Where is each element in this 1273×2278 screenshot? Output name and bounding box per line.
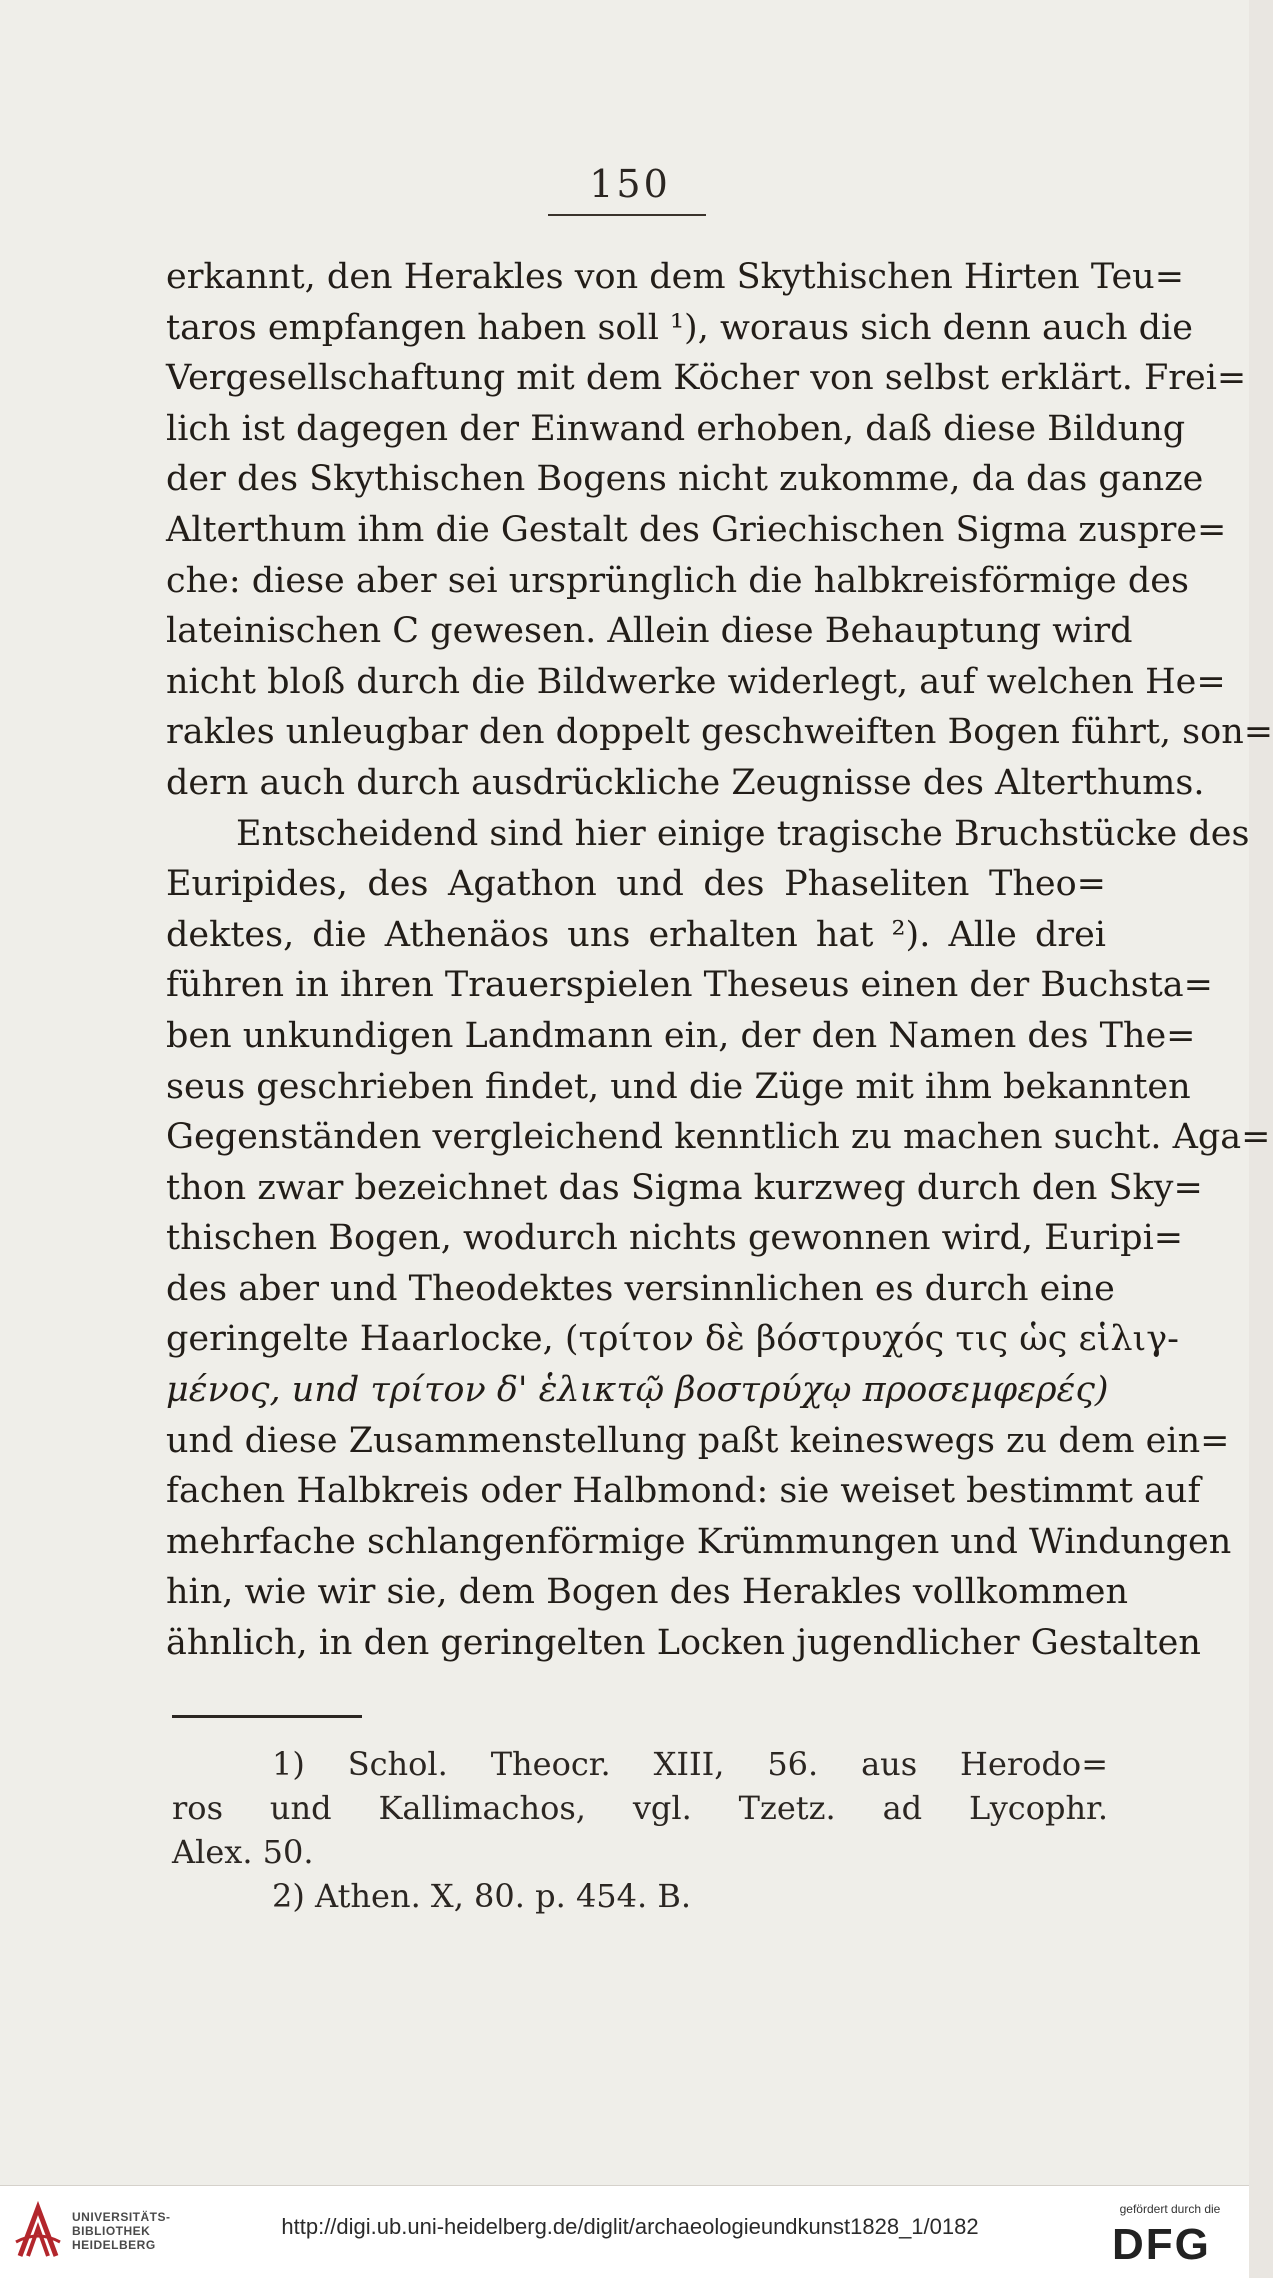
text-line: thon zwar bezeichnet das Sigma kurzweg durch den Sky= [166, 1167, 1203, 1208]
header-rule [548, 214, 706, 216]
text-line: der des Skythischen Bogens nicht zukomme, da das ganze [166, 459, 1204, 500]
body-text [166, 252, 1273, 1669]
institution-line: HEIDELBERG [72, 2238, 156, 2252]
footnote-line: ros und Kallimachos, vgl. Tzetz. ad Lycophr. [172, 1789, 1108, 1827]
text-line: dern auch durch ausdrückliche Zeugnisse des Alterthums. [166, 762, 1205, 803]
text-line: seus geschrieben findet, und die Züge mit ihm bekannten [166, 1066, 1191, 1107]
text-line: taros empfangen haben soll ¹), woraus sich denn auch die [166, 307, 1193, 348]
text-line: thischen Bogen, wodurch nichts gewonnen wird, Euripi= [166, 1218, 1184, 1259]
text-line: dektes, die Athenäos uns erhalten hat ²). Alle drei [166, 914, 1106, 955]
footnote-rule [172, 1715, 362, 1718]
institution-line: BIBLIOTHEK [72, 2224, 151, 2238]
institution-line: UNIVERSITÄTS- [72, 2210, 171, 2224]
dfg-logo: DFG [1112, 2220, 1211, 2269]
text-line: führen in ihren Trauerspielen Theseus einen der Buchsta= [166, 965, 1213, 1006]
text-line: Gegenständen vergleichend kenntlich zu machen sucht. Aga= [166, 1117, 1271, 1158]
footnote-line: 1) Schol. Theocr. XIII, 56. aus Herodo= [272, 1745, 1108, 1783]
text-line: ben unkundigen Landmann ein, der den Namen des The= [166, 1015, 1196, 1056]
sponsor-note: gefördert durch die [1119, 2202, 1221, 2216]
footnotes [172, 1742, 1108, 1918]
footnote-line: 2) Athen. X, 80. p. 454. B. [272, 1877, 692, 1915]
permalink-url[interactable]: http://digi.ub.uni-heidelberg.de/diglit/archaeologieundkunst1828_1/0182 [281, 2214, 979, 2239]
text-line: nicht bloß durch die Bildwerke widerlegt, auf welchen He= [166, 661, 1226, 702]
text-line: mehrfache schlangenförmige Krümmungen und Windungen [166, 1521, 1232, 1562]
text-line: μένος, und τρίτον δ' ἑλικτῷ βοστρύχῳ προσεμφερές) [166, 1370, 1109, 1411]
text-line: rakles unleugbar den doppelt geschweiften Bogen führt, son= [166, 712, 1273, 753]
text-line: ähnlich, in den geringelten Locken jugendlicher Gestalten [166, 1623, 1201, 1664]
text-line: fachen Halbkreis oder Halbmond: sie weiset bestimmt auf [166, 1471, 1201, 1512]
text-line: Entscheidend sind hier einige tragische Bruchstücke des [236, 813, 1250, 854]
text-line: und diese Zusammenstellung paßt keineswegs zu dem ein= [166, 1420, 1230, 1461]
text-line: des aber und Theodektes versinnlichen es durch eine [166, 1268, 1115, 1309]
text-line: lich ist dagegen der Einwand erhoben, daß diese Bildung [166, 408, 1186, 449]
footer-bar [0, 2185, 1249, 2278]
footnote-line: Alex. 50. [172, 1833, 314, 1871]
text-line: Euripides, des Agathon und des Phaseliten Theo= [166, 864, 1106, 905]
text-line: erkannt, den Herakles von dem Skythischen Hirten Teu= [166, 257, 1185, 297]
text-line: hin, wie wir sie, dem Bogen des Herakles vollkommen [166, 1572, 1129, 1613]
text-line: Vergesellschaftung mit dem Köcher von selbst erklärt. Frei= [166, 358, 1247, 399]
page-number: 150 [589, 162, 671, 206]
text-line: geringelte Haarlocke, (τρίτον δὲ βόστρυχός τις ὡς εἱλιγ- [166, 1319, 1179, 1360]
institution-name [72, 2210, 171, 2252]
text-line: lateinischen C gewesen. Allein diese Behauptung wird [166, 611, 1133, 652]
text-line: Alterthum ihm die Gestalt des Griechischen Sigma zuspre= [166, 509, 1227, 550]
text-line: che: diese aber sei ursprünglich die halbkreisförmige des [166, 560, 1189, 601]
university-library-logo-icon [14, 2200, 62, 2262]
